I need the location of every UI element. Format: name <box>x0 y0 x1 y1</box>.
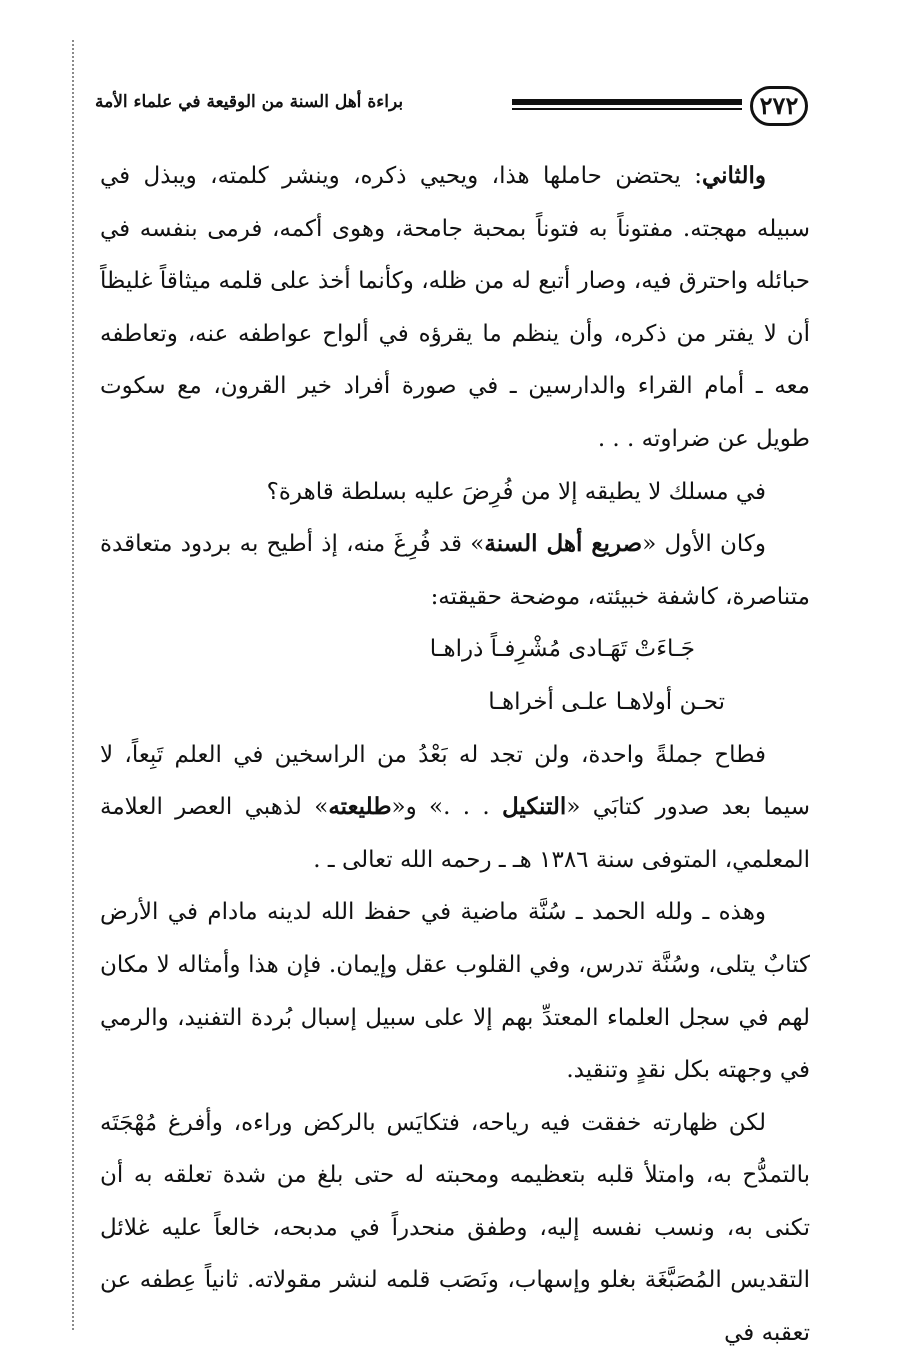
page-number: ٢٧٢ <box>750 86 808 126</box>
page-header <box>95 86 808 132</box>
paragraph-text: . . .» و« <box>391 794 502 821</box>
running-title: براءة أهل السنة من الوقيعة في علماء الأمة <box>95 92 404 112</box>
paragraph-4 <box>100 729 810 887</box>
margin-dotted-line <box>72 40 74 1330</box>
header-rule-thick <box>512 99 742 105</box>
paragraph-1 <box>100 150 810 466</box>
paragraph-text: فطاح جملةً واحدة، ولن تجد له بَعْدُ من الراسخين في العلم تَبِعاً، لا سيما بعد صدور كتابَي « <box>100 741 810 821</box>
paragraph-text: : يحتضن حاملها هذا، ويحيي ذكره، وينشر كلمته، ويبذل في سبيله مهجته. مفتوناً به فتوناً بمحبة جامحة، وهوى أكمه، فرمى بنفسه في حبائله واحترق فيه، وصار أتبع له من ظله، وكأنما أخذ على قلمه ميثاقاً غليظاً أن لا يفتر من ذكره، وأن ينظم ما يقرؤه في ألواح عواطفه عنه، وتعاطفه معه ـ أمام القراء والدارسين ـ في صورة أفراد خير القرون، مع سكوت طويل عن ضراوته . . . <box>100 163 810 452</box>
verse-line-2 <box>100 676 810 729</box>
paragraph-3 <box>100 518 810 623</box>
paragraph-5: وهذه ـ ولله الحمد ـ سُنَّة ماضية في حفظ الله لدينه مادام في الأرض كتابٌ يتلى، وسُنَّة تدرس، وفي القلوب عقل وإيمان. فإن هذا وأمثاله لا مكان لهم في سجل العلماء المعتدِّ بهم إلا على سبيل إسبال بُردة التفنيد، والرمي في وجهته بكل نقدٍ وتنقيد. <box>100 899 810 1084</box>
paragraph-lead: والثاني <box>701 162 766 189</box>
page-body <box>100 150 810 1360</box>
verse-text: جَـاءَتْ تَهَـادى مُشْرِفـاً ذراهـا <box>429 636 695 663</box>
verse-text: تحـن أولاهـا علـى أخراهـا <box>488 688 725 715</box>
paragraph-text: وكان الأول « <box>642 531 766 558</box>
book-title: صريع أهل السنة <box>484 530 643 558</box>
paragraph-6: لكن ظهارته خفقت فيه رياحه، فتكايَس بالركض وراءه، وأفرغ مُهْجَتَه بالتمدُّح به، وامتلأ قلبه بتعظيمه ومحبته له حتى بلغ من شدة تعلقه به أن تكنى به، ونسب نفسه إليه، وطفق منحدراً في مدبحه، خالعاً عليه غلائل التقديس المُصَبَّغَة بغلو وإسهاب، ونَصَب قلمه لنشر مقولاته. ثانياً عِطفه عن تعقبه في <box>100 1109 810 1347</box>
paragraph-text: » قد فُرِغَ منه، إذ أطيح به بردود متعاقدة متناصرة، كاشفة خبيئته، موضحة حقيقته: <box>100 531 810 610</box>
verse-line-1 <box>100 623 810 676</box>
header-rule-thin <box>512 108 742 110</box>
paragraph-2: في مسلك لا يطيقه إلا من فُرِضَ عليه بسلطة قاهرة؟ <box>266 478 766 505</box>
book-title: طليعته <box>328 793 392 821</box>
paragraph-text: » لذهبي العصر العلامة المعلمي، المتوفى سنة ١٣٨٦ هـ ـ رحمه الله تعالى ـ . <box>100 794 810 873</box>
book-title: التنكيل <box>501 793 567 821</box>
